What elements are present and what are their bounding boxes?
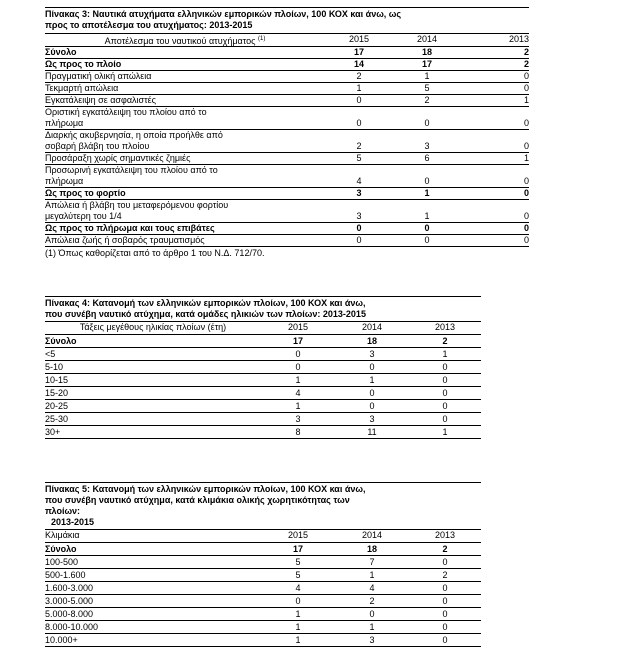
table-4 [45,296,481,439]
table-row [45,582,481,595]
table-row [45,426,481,439]
cell-value: 0 [356,235,362,245]
cell-value: 1 [424,211,430,221]
cell-value: 1 [295,401,301,411]
cell-value: 2 [442,544,448,554]
cell-value: 0 [356,223,362,233]
cell-value: 0 [523,141,529,151]
row-label [45,165,325,187]
table-row [45,335,481,348]
row-label-line: πλήρωμα [45,176,84,186]
cell-value: 0 [369,388,375,398]
table-row [45,83,529,95]
cell-value: 0 [523,235,529,245]
cell-value: 17 [292,544,303,554]
cell-value: 11 [367,427,377,437]
cell-value: 1 [424,188,430,198]
cell-value: 0 [523,71,529,81]
row-label-line: Ως προς το φορτίο [45,188,126,198]
cell-value: 5 [295,570,301,580]
table-row [45,556,481,569]
cell-value: 0 [295,362,301,372]
row-label: 10.000+ [45,635,78,645]
cell-value: 7 [369,557,375,567]
cell-value: 0 [424,235,430,245]
row-label: Σύνολο [45,544,77,554]
table-3-year-2015: 2015 [348,34,370,44]
cell-value: 0 [442,596,448,606]
table-row [45,374,481,387]
row-label-line: σοβαρή βλάβη του πλοίου [45,141,150,151]
cell-value: 1 [295,635,301,645]
row-label [45,107,325,129]
cell-value: 0 [442,622,448,632]
table-row [45,543,481,556]
cell-value: 2 [523,47,529,57]
cell-value: 4 [356,176,362,186]
cell-value: 2 [356,71,362,81]
table-row [45,387,481,400]
cell-value: 3 [424,141,430,151]
cell-value: 3 [295,414,301,424]
cell-value: 2 [442,336,448,346]
table-5-year-2015: 2015 [287,530,309,540]
row-label [45,200,325,222]
table-4-header-label: Τάξεις μεγέθους ηλικίας πλοίων (έτη) [79,322,227,332]
table-5-title-line1: Πίνακας 5: Κατανομή των ελληνικών εμπορικών πλοίων, 100 ΚΟΧ και άνω, [45,484,366,494]
table-5-title-line2: που συνέβη ναυτικό ατύχημα, κατά κλιμάκια ολικής χωρητικότητας των [45,495,350,505]
cell-value: 1 [369,570,375,580]
table-4-year-2014: 2014 [361,322,383,332]
table-row [45,413,481,426]
cell-value: 4 [369,583,375,593]
table-row [45,153,529,165]
row-label [45,95,325,106]
row-label [45,130,325,152]
table-row [45,235,529,247]
cell-value: 17 [353,47,364,57]
table-row [45,165,529,188]
table-3-year-2014: 2014 [416,34,438,44]
cell-value: 3 [356,211,362,221]
table-row [45,59,529,71]
table-4-body [45,335,481,439]
table-3 [45,7,529,259]
cell-value: 0 [523,188,529,198]
table-3-title-line2: προς το αποτέλεσμα του ατυχήματος: 2013-2015 [45,20,253,30]
cell-value: 5 [356,153,362,163]
cell-value: 1 [369,622,375,632]
table-4-title [45,296,481,320]
cell-value: 0 [356,95,362,105]
table-5-header-label: Κλιμάκια [45,530,80,540]
table-row [45,95,529,107]
row-label-line: Διαρκής ακυβερνησία, η οποία προήλθε από [45,130,223,140]
cell-value: 2 [442,570,448,580]
row-label: 5-10 [45,362,64,372]
row-label: 3.000-5.000 [45,596,94,606]
row-label: Σύνολο [45,336,77,346]
row-label-line: Σύνολο [45,47,77,57]
cell-value: 0 [369,401,375,411]
cell-value: 18 [366,336,377,346]
row-label: 30+ [45,427,61,437]
cell-value: 1 [369,375,375,385]
row-label: <5 [45,349,56,359]
table-4-year-2015: 2015 [287,322,309,332]
cell-value: 0 [523,223,529,233]
cell-value: 0 [442,557,448,567]
cell-value: 5 [424,83,430,93]
table-3-title-line1: Πίνακας 3: Ναυτικά ατυχήματα ελληνικών εμπορικών πλοίων, 100 ΚΟΧ και άνω, ως [45,9,402,19]
table-row [45,188,529,200]
cell-value: 0 [424,176,430,186]
table-3-body [45,47,529,247]
cell-value: 0 [295,596,301,606]
cell-value: 1 [523,95,529,105]
cell-value: 0 [442,583,448,593]
table-row [45,107,529,130]
cell-value: 18 [421,47,432,57]
table-4-title-line2: που συνέβη ναυτικό ατύχημα, κατά ομάδες ηλικιών των πλοίων: 2013-2015 [45,309,366,319]
cell-value: 3 [369,414,375,424]
row-label-line: Ως προς το πλήρωμα και τους επιβάτες [45,223,215,233]
table-5 [45,482,481,647]
row-label-line: Απώλεια ζωής ή σοβαρός τραυματισμός [45,235,205,245]
row-label: 500-1.600 [45,570,86,580]
cell-value: 0 [442,635,448,645]
table-5-title-line4: 2013-2015 [51,517,95,527]
cell-value: 0 [523,211,529,221]
table-4-title-line1: Πίνακας 4: Κατανομή των ελληνικών εμπορικών πλοίων, 100 ΚΟΧ και άνω, [45,298,366,308]
row-label-line: Απώλεια ή βλάβη του μεταφερόμενου φορτίου [45,200,229,210]
cell-value: 18 [366,544,377,554]
table-5-title [45,482,481,528]
table-row [45,223,529,235]
cell-value: 3 [356,188,362,198]
table-3-header-row [45,33,529,47]
table-row [45,47,529,59]
table-row [45,569,481,582]
cell-value: 1 [424,71,430,81]
table-5-header-row [45,529,481,543]
cell-value: 0 [442,609,448,619]
row-label-line: Τεκμαρτή απώλεια [45,83,119,93]
cell-value: 4 [295,583,301,593]
row-label [45,83,325,94]
cell-value: 5 [295,557,301,567]
cell-value: 0 [523,176,529,186]
table-row [45,595,481,608]
cell-value: 0 [424,223,430,233]
cell-value: 0 [442,362,448,372]
table-3-header-sup: (1) [258,36,266,42]
cell-value: 3 [369,349,375,359]
cell-value: 0 [424,118,430,128]
table-5-year-2013: 2013 [434,530,456,540]
row-label [45,47,325,58]
cell-value: 2 [424,95,430,105]
cell-value: 1 [356,83,362,93]
table-3-year-2013: 2013 [508,34,529,44]
row-label: 5.000-8.000 [45,609,94,619]
cell-value: 17 [421,59,432,69]
row-label-line: μεγαλύτερη του 1/4 [45,211,122,221]
table-row [45,348,481,361]
cell-value: 8 [295,427,301,437]
cell-value: 0 [369,362,375,372]
row-label: 10-15 [45,375,69,385]
row-label [45,223,325,234]
cell-value: 0 [442,388,448,398]
table-3-header-label [45,34,325,46]
table-row [45,200,529,223]
table-5-body [45,543,481,647]
cell-value: 0 [356,118,362,128]
cell-value: 0 [442,414,448,424]
row-label: 20-25 [45,401,69,411]
row-label: 25-30 [45,414,69,424]
cell-value: 1 [295,609,301,619]
cell-value: 0 [295,349,301,359]
table-row [45,361,481,374]
row-label: 8.000-10.000 [45,622,99,632]
cell-value: 2 [369,596,375,606]
table-3-header-label-text: Αποτέλεσμα του ναυτικού ατυχήματος [104,36,256,46]
cell-value: 2 [523,59,529,69]
cell-value: 3 [369,635,375,645]
row-label-line: Προσωρινή εγκατάλειψη του πλοίου από το [45,165,218,175]
table-4-year-2013: 2013 [434,322,456,332]
cell-value: 17 [292,336,303,346]
row-label [45,71,325,82]
table-5-title-line3: πλοίων: [45,506,81,516]
table-row [45,634,481,647]
cell-value: 0 [442,401,448,411]
table-row [45,130,529,153]
table-5-year-2014: 2014 [361,530,383,540]
cell-value: 0 [523,83,529,93]
row-label [45,235,325,246]
table-4-header-row [45,321,481,335]
cell-value: 0 [369,609,375,619]
table-row [45,608,481,621]
cell-value: 1 [442,427,448,437]
row-label-line: Πραγματική ολική απώλεια [45,71,152,81]
table-row [45,621,481,634]
row-label: 15-20 [45,388,69,398]
table-3-footnote: (1) Όπως καθορίζεται από το άρθρο 1 του Ν.Δ. 712/70. [45,248,265,258]
cell-value: 0 [523,118,529,128]
row-label [45,188,325,199]
cell-value: 1 [295,622,301,632]
table-3-title [45,7,529,31]
table-row [45,400,481,413]
cell-value: 0 [442,375,448,385]
row-label: 100-500 [45,557,79,567]
table-row [45,71,529,83]
cell-value: 1 [523,153,529,163]
row-label [45,59,325,70]
row-label [45,153,325,164]
row-label-line: Ως προς το πλοίο [45,59,122,69]
row-label-line: Εγκατάλειψη σε ασφαλιστές [45,95,156,105]
cell-value: 4 [295,388,301,398]
cell-value: 1 [295,375,301,385]
row-label-line: Οριστική εγκατάλειψη του πλοίου από το [45,107,207,117]
cell-value: 6 [424,153,430,163]
cell-value: 2 [356,141,362,151]
row-label-line: Προσάραξη χωρίς σημαντικές ζημιές [45,153,191,163]
cell-value: 14 [353,59,364,69]
row-label-line: πλήρωμα [45,118,84,128]
row-label: 1.600-3.000 [45,583,94,593]
cell-value: 1 [442,349,448,359]
